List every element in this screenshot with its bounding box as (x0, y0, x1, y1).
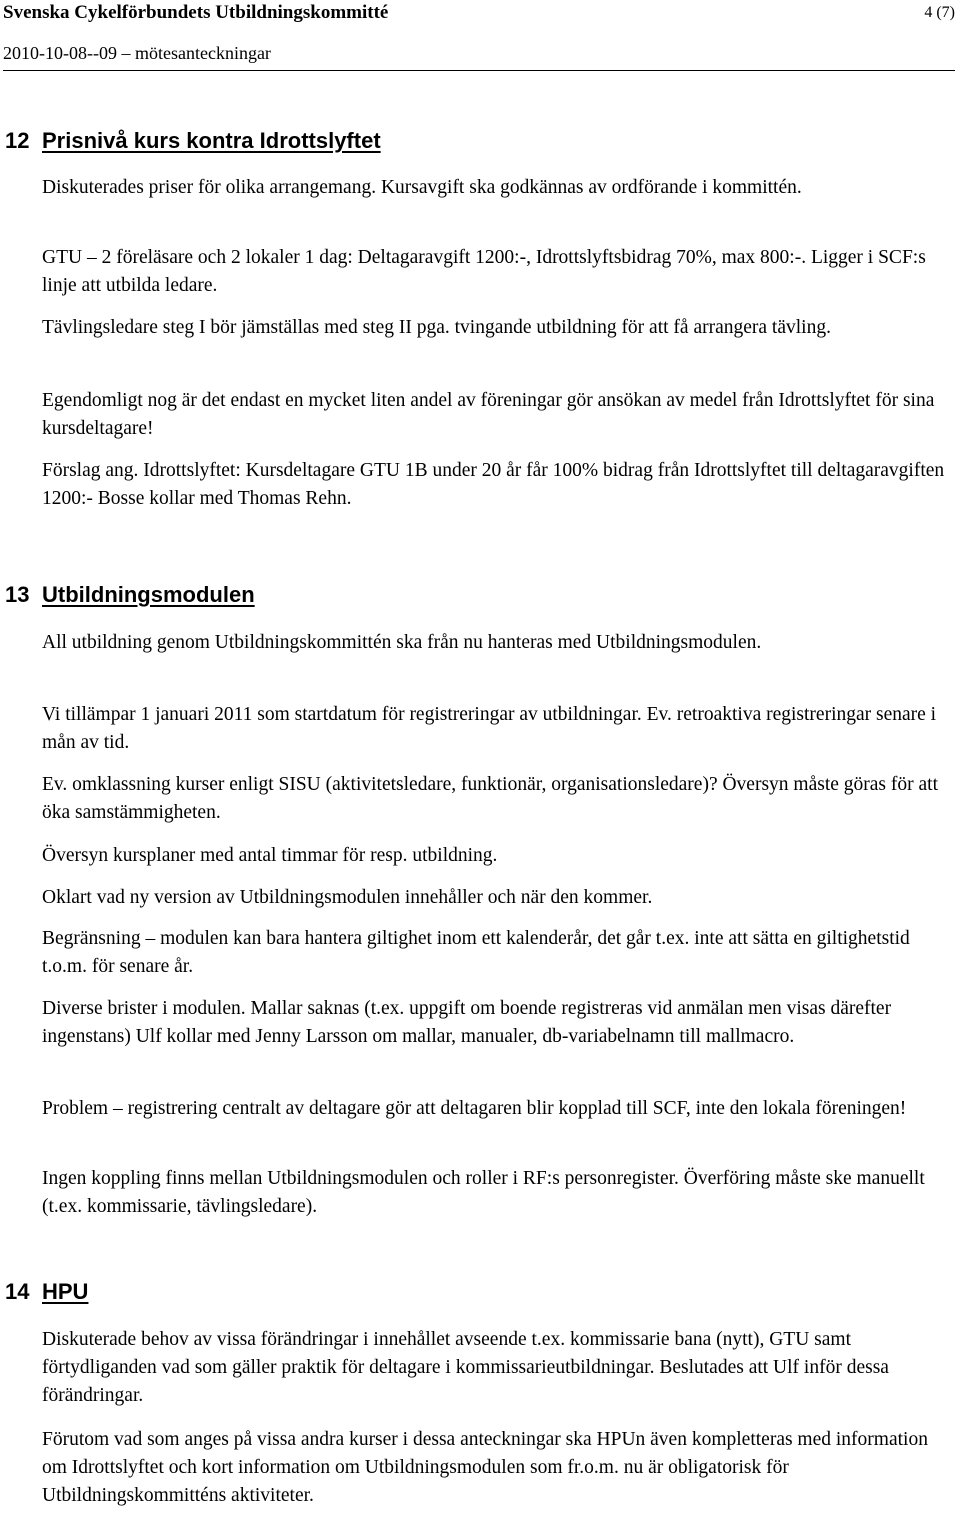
header-subtitle: 2010-10-08--09 – mötesanteckningar (3, 43, 271, 63)
paragraph: Diskuterades priser för olika arrangemang. Kursavgift ska godkännas av ordförande i kommittén. (42, 177, 802, 198)
paragraph: Egendomligt nog är det endast en mycket liten andel av föreningar gör ansökan av medel från Idrottslyftet för sina kursdeltagare! (42, 390, 935, 439)
section-number: 13 (5, 582, 30, 607)
section-number: 14 (5, 1279, 30, 1304)
header-page-number: 4 (7) (924, 4, 955, 21)
section-number: 12 (5, 128, 30, 153)
paragraph: Vi tillämpar 1 januari 2011 som startdatum för registreringar av utbildningar. Ev. retroaktiva registreringar senare i mån av tid. (42, 704, 937, 753)
paragraph: Översyn kursplaner med antal timmar för resp. utbildning. (42, 845, 498, 866)
paragraph: Diskuterade behov av vissa förändringar i innehållet avseende t.ex. kommissarie bana (nytt), GTU samt förtydliganden vad som gäller praktik för deltagare i kommissarieutbildningar. Beslutades att Ulf inför dessa förändringar. (42, 1329, 889, 1406)
section-title: Utbildningsmodulen (42, 582, 255, 607)
section-title: HPU (42, 1279, 89, 1304)
paragraph: Diverse brister i modulen. Mallar saknas (t.ex. uppgift om boende registreras vid anmälan men visas därefter ingenstans) Ulf kollar med Jenny Larsson om mallar, manualer, db-variabelnamn till mallmacro. (42, 998, 892, 1047)
paragraph: Ev. omklassning kurser enligt SISU (aktivitetsledare, funktionär, organisationsledare)? Översyn måste göras för att öka samstämmigheten. (42, 774, 938, 823)
paragraph: Förutom vad som anges på vissa andra kurser i dessa anteckningar ska HPUn även kompletteras med information om Idrottslyftet och kort information om Utbildningsmodulen som fr.o.m. nu är obligatorisk för Utbildningskommitténs aktiviteter. (42, 1429, 928, 1506)
paragraph: GTU – 2 föreläsare och 2 lokaler 1 dag: Deltagaravgift 1200:-, Idrottslyftsbidrag 70%, max 800:-. Ligger i SCF:s linje att utbilda ledare. (42, 247, 926, 296)
paragraph: Begränsning – modulen kan bara hantera giltighet inom ett kalenderår, det går t.ex. inte att sätta en giltighetstid t.o.m. för senare år. (42, 928, 910, 977)
paragraph: Oklart vad ny version av Utbildningsmodulen innehåller och när den kommer. (42, 887, 653, 908)
page-header (3, 0, 955, 71)
paragraph: Förslag ang. Idrottslyftet: Kursdeltagare GTU 1B under 20 år får 100% bidrag från Idrottslyftet till deltagaravgiften 1200:- Bosse kollar med Thomas Rehn. (42, 460, 945, 509)
section-title: Prisnivå kurs kontra Idrottslyftet (42, 128, 381, 153)
paragraph: Tävlingsledare steg I bör jämställas med steg II pga. tvingande utbildning för att få arrangera tävling. (42, 317, 831, 338)
header-organization: Svenska Cykelförbundets Utbildningskommitté (3, 2, 389, 23)
paragraph: All utbildning genom Utbildningskommittén ska från nu hanteras med Utbildningsmodulen. (42, 632, 762, 653)
paragraph: Problem – registrering centralt av deltagare gör att deltagaren blir kopplad till SCF, inte den lokala föreningen! (42, 1098, 907, 1119)
paragraph: Ingen koppling finns mellan Utbildningsmodulen och roller i RF:s personregister. Överföring måste ske manuellt (t.ex. kommissarie, tävlingsledare). (42, 1168, 925, 1217)
